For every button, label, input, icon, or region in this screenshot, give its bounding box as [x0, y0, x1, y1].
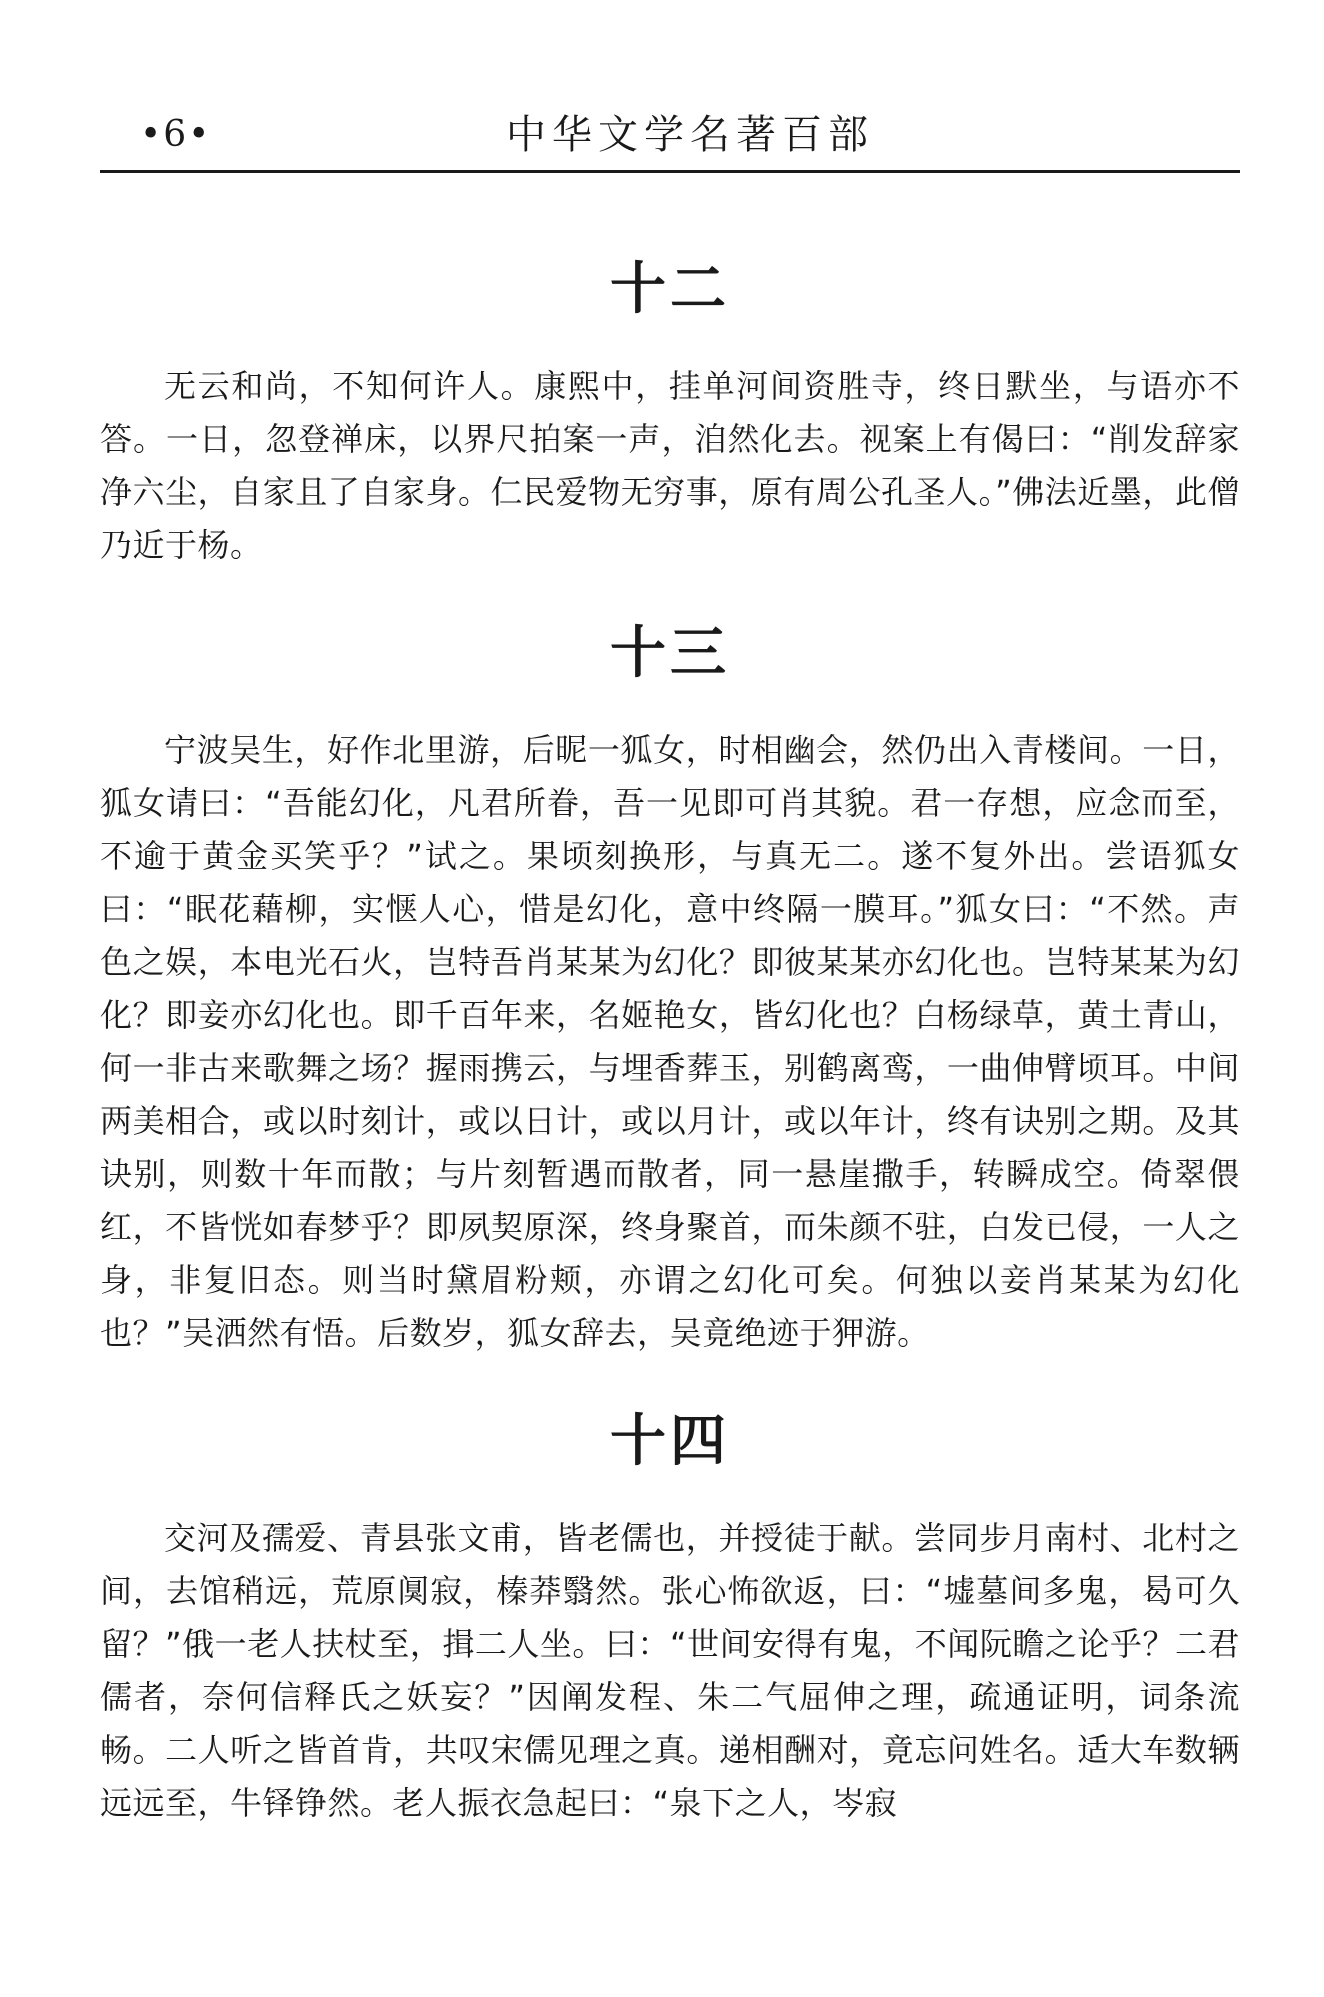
section-13 [100, 614, 1240, 1360]
section-title: 十四 [610, 1409, 730, 1474]
page-number: •6• [140, 114, 212, 155]
section-14 [100, 1402, 1240, 1830]
page-content [100, 250, 1240, 1830]
section-title: 十二 [610, 257, 730, 322]
header-rule [100, 170, 1240, 173]
section-title: 十三 [610, 621, 730, 686]
page-header [100, 108, 1240, 170]
section-paragraph: 交河及孺爱、青县张文甫，皆老儒也，并授徒于献。尝同步月南村、北村之间，去馆稍远，荒原阒寂，榛莽翳然。张心怖欲返，曰：“墟墓间多鬼，曷可久留？”俄一老人扶杖至，揖二人坐。曰：“世间安得有鬼，不闻阮瞻之论乎？二君儒者，奈何信释氏之妖妄？”因阐发程、朱二气屈伸之理，疏通证明，词条流畅。二人听之皆首肯，共叹宋儒见理之真。递相酬对，竟忘问姓名。适大车数辆远远至，牛铎铮然。老人振衣急起曰：“泉下之人，岑寂 [100, 1519, 1240, 1822]
section-paragraph: 宁波吴生，好作北里游，后昵一狐女，时相幽会，然仍出入青楼间。一日，狐女请曰：“吾能幻化，凡君所眷，吾一见即可肖其貌。君一存想，应念而至，不逾于黄金买笑乎？”试之。果顷刻换形，与真无二。遂不复外出。尝语狐女曰：“眠花藉柳，实惬人心，惜是幻化，意中终隔一膜耳。”狐女曰：“不然。声色之娱，本电光石火，岂特吾肖某某为幻化？即彼某某亦幻化也。岂特某某为幻化？即妾亦幻化也。即千百年来，名姬艳女，皆幻化也？白杨绿草，黄土青山，何一非古来歌舞之场？握雨携云，与埋香葬玉，别鹤离鸾，一曲伸臂顷耳。中间两美相合，或以时刻计，或以日计，或以月计，或以年计，终有诀别之期。及其诀别，则数十年而散；与片刻暂遇而散者，同一悬崖撒手，转瞬成空。倚翠偎红，不皆恍如春梦乎？即夙契原深，终身聚首，而朱颜不驻，白发已侵，一人之身，非复旧态。则当时黛眉粉颊，亦谓之幻化可矣。何独以妾肖某某为幻化也？”吴洒然有悟。后数岁，狐女辞去，吴竟绝迹于狎游。 [100, 731, 1240, 1352]
book-title: 中华文学名著百部 [506, 112, 874, 158]
section-12 [100, 250, 1240, 572]
section-paragraph: 无云和尚，不知何许人。康熙中，挂单河间资胜寺，终日默坐，与语亦不答。一日，忽登禅床，以界尺拍案一声，洎然化去。视案上有偈曰：“削发辞家净六尘，自家且了自家身。仁民爱物无穷事，原有周公孔圣人。”佛法近墨，此僧乃近于杨。 [100, 367, 1240, 564]
